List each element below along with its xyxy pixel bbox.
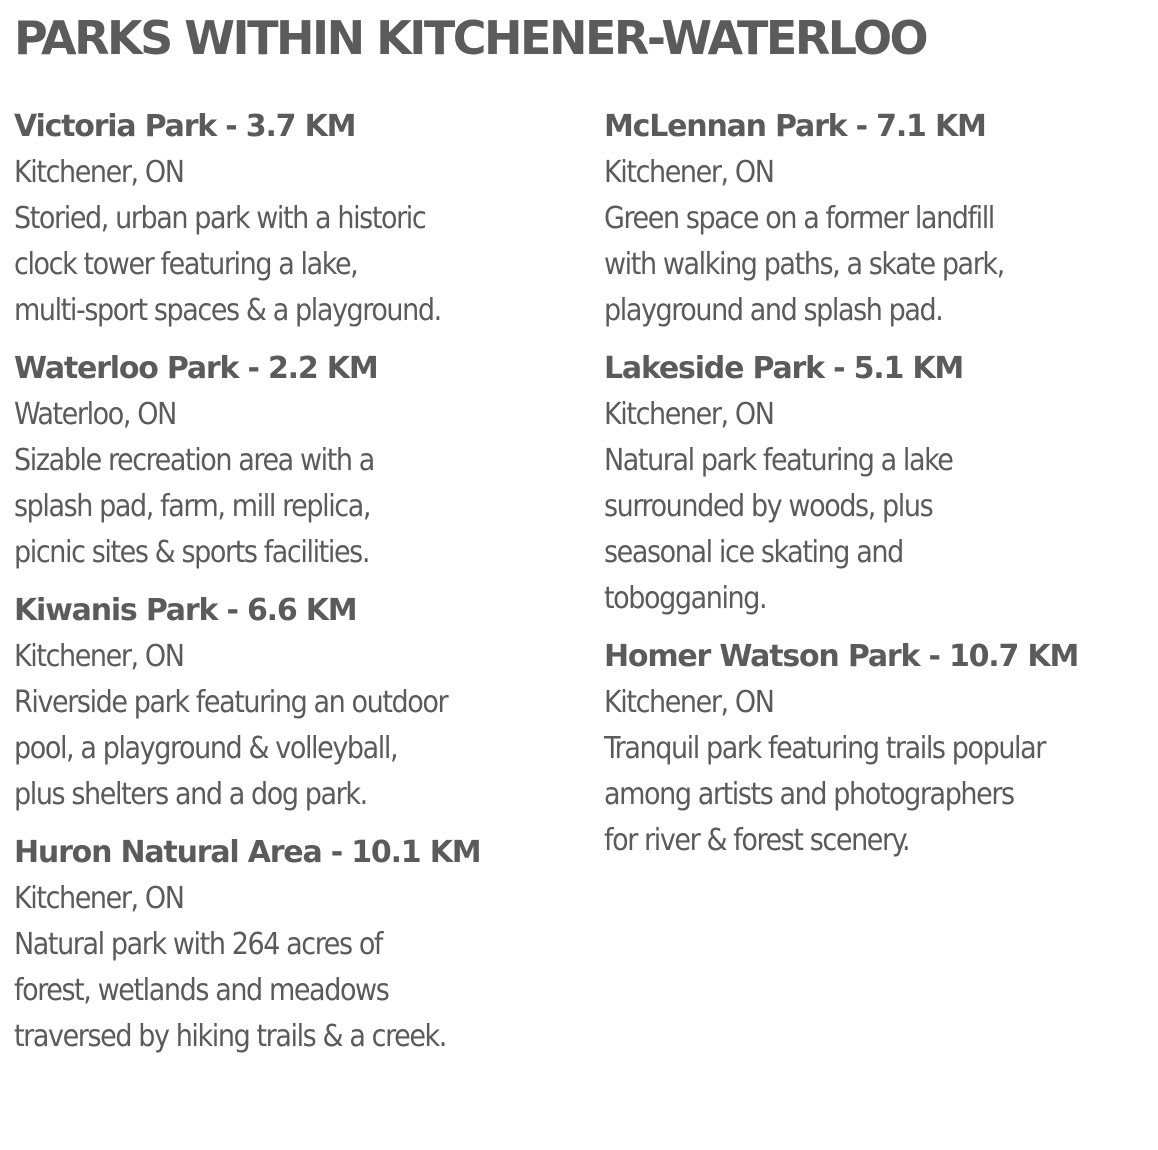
park-description-line: plus shelters and a dog park. xyxy=(14,777,367,812)
park-description-line: for river & forest scenery. xyxy=(604,823,910,858)
park-entry-lakeside xyxy=(604,346,1158,622)
park-description-line: clock tower featuring a lake, xyxy=(14,247,358,282)
park-description-line: forest, wetlands and meadows xyxy=(14,973,389,1008)
park-description-line: among artists and photographers xyxy=(604,777,1014,812)
park-location: Waterloo, ON xyxy=(14,397,176,432)
left-column xyxy=(14,104,584,1072)
park-description-line: splash pad, farm, mill replica, xyxy=(14,489,371,524)
park-entry-mclennan xyxy=(604,104,1158,334)
park-name: Kiwanis Park - 6.6 KM xyxy=(14,593,357,628)
park-description-line: with walking paths, a skate park, xyxy=(604,247,1004,282)
park-name: McLennan Park - 7.1 KM xyxy=(604,109,986,144)
park-entry-victoria xyxy=(14,104,584,334)
park-description-line: Storied, urban park with a historic xyxy=(14,201,426,236)
park-description-line: Tranquil park featuring trails popular xyxy=(604,731,1045,766)
park-name: Homer Watson Park - 10.7 KM xyxy=(604,639,1079,674)
park-entry-waterloo xyxy=(14,346,584,576)
park-description-line: Sizable recreation area with a xyxy=(14,443,374,478)
page-title: PARKS WITHIN KITCHENER-WATERLOO xyxy=(14,11,927,65)
right-column xyxy=(604,104,1158,876)
park-location: Kitchener, ON xyxy=(604,155,774,190)
park-description-line: picnic sites & sports facilities. xyxy=(14,535,369,570)
park-name: Huron Natural Area - 10.1 KM xyxy=(14,835,481,870)
park-location: Kitchener, ON xyxy=(14,881,184,916)
park-location: Kitchener, ON xyxy=(604,685,774,720)
park-entry-homer-watson xyxy=(604,634,1158,864)
park-location: Kitchener, ON xyxy=(604,397,774,432)
park-description-line: surrounded by woods, plus xyxy=(604,489,933,524)
park-description-line: traversed by hiking trails & a creek. xyxy=(14,1019,446,1054)
park-name: Waterloo Park - 2.2 KM xyxy=(14,351,378,386)
park-name: Lakeside Park - 5.1 KM xyxy=(604,351,964,386)
park-description-line: Riverside park featuring an outdoor xyxy=(14,685,448,720)
park-description-line: tobogganing. xyxy=(604,581,767,616)
park-description-line: pool, a playground & volleyball, xyxy=(14,731,398,766)
park-entry-kiwanis xyxy=(14,588,584,818)
park-name: Victoria Park - 3.7 KM xyxy=(14,109,356,144)
park-description-line: seasonal ice skating and xyxy=(604,535,903,570)
park-description-line: Natural park featuring a lake xyxy=(604,443,953,478)
park-description-line: playground and splash pad. xyxy=(604,293,943,328)
park-location: Kitchener, ON xyxy=(14,155,184,190)
park-description-line: Natural park with 264 acres of xyxy=(14,927,383,962)
park-entry-huron xyxy=(14,830,584,1060)
park-description-line: Green space on a former landfill xyxy=(604,201,994,236)
park-description-line: multi-sport spaces & a playground. xyxy=(14,293,441,328)
park-location: Kitchener, ON xyxy=(14,639,184,674)
